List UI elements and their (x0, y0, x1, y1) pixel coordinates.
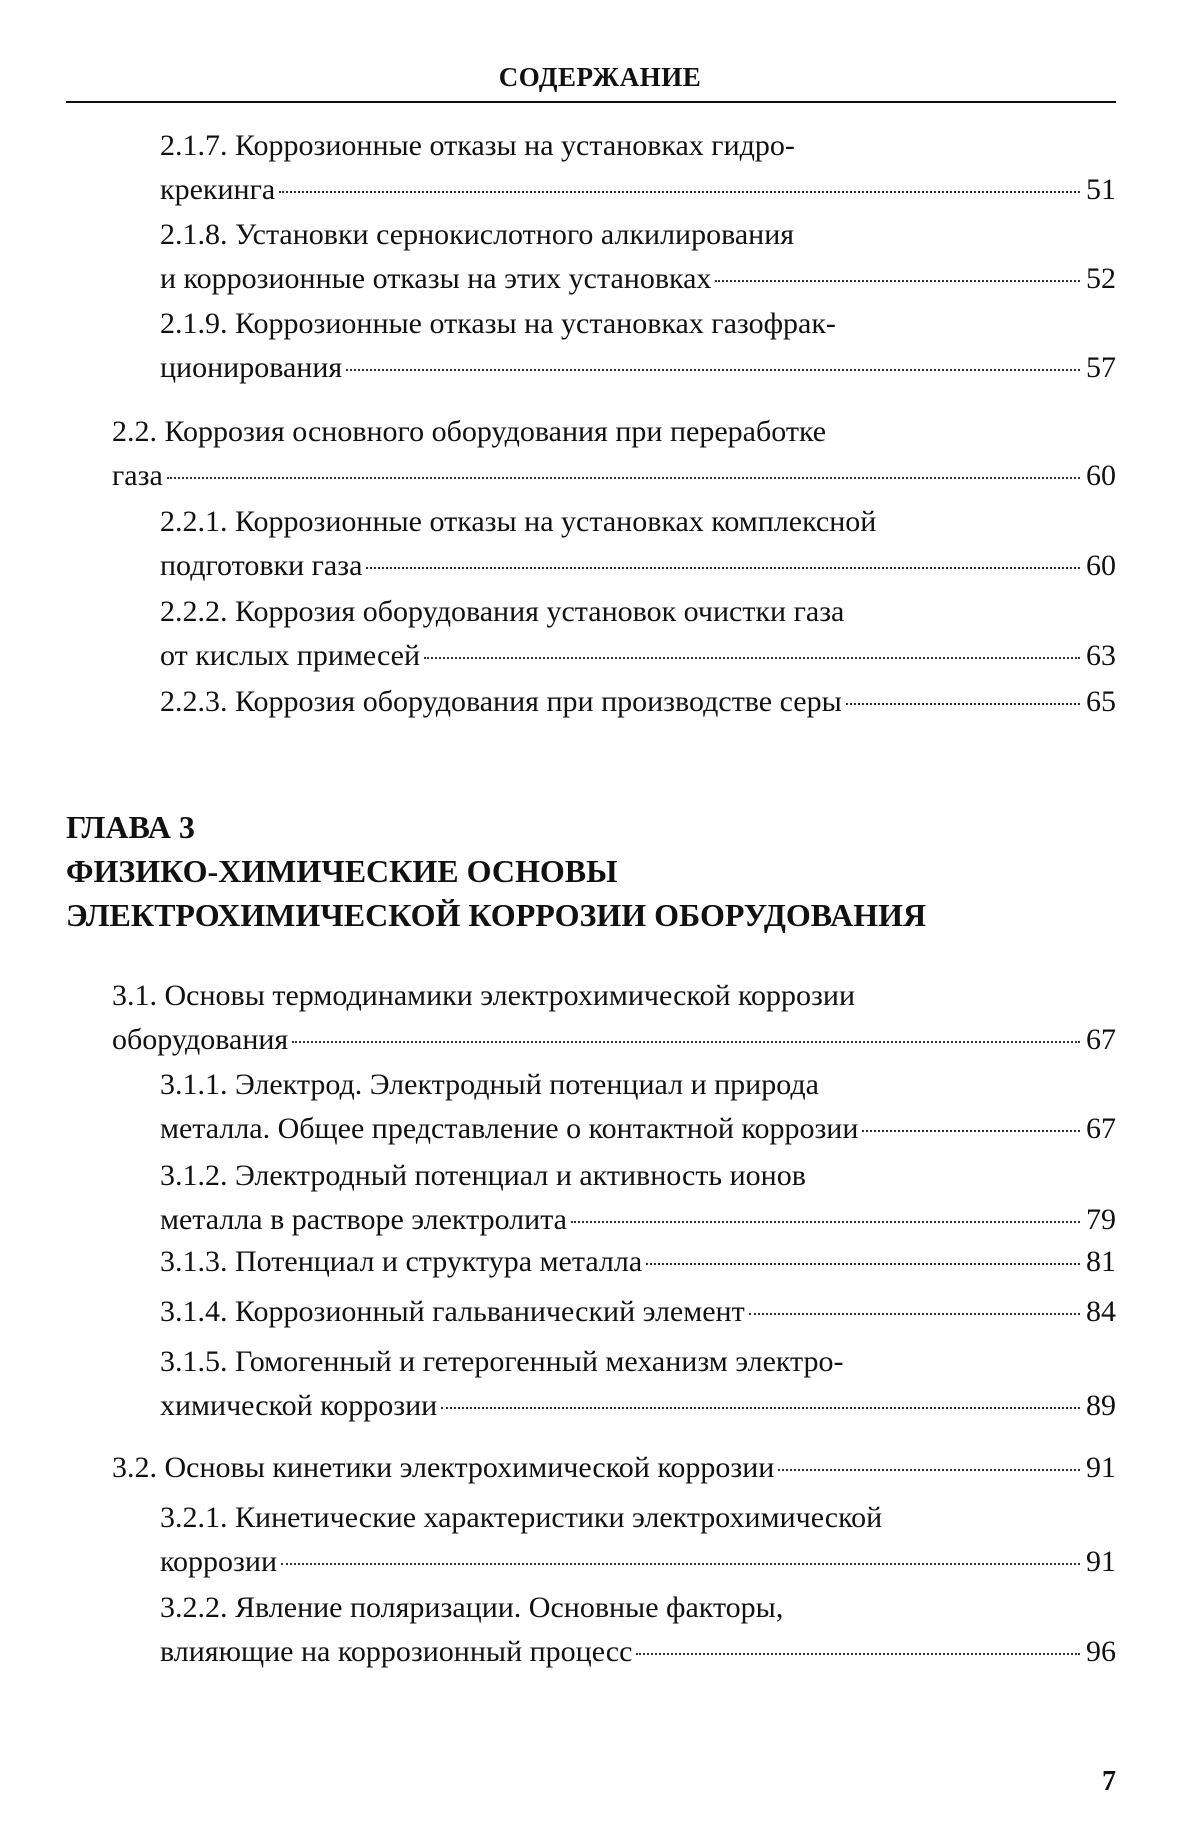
toc-entry-text: газа (112, 459, 163, 492)
toc-entry-text: 2.2.3. Коррозия оборудования при производстве серы (160, 685, 842, 718)
dot-leader (279, 190, 1080, 193)
toc-page-number: 63 (1086, 639, 1116, 672)
toc-entry-text: 3.2. Основы кинетики электрохимической коррозии (112, 1451, 775, 1484)
dot-leader (346, 368, 1080, 371)
toc-page-number: 89 (1086, 1389, 1116, 1422)
dot-leader (571, 1220, 1080, 1223)
header-rule (66, 101, 1116, 103)
toc-entry-3-2-2[interactable] (160, 1586, 1116, 1674)
toc-entry-text: 3.2.2. Явление поляризации. Основные факторы, (160, 1591, 784, 1624)
page-number: 7 (1102, 1766, 1116, 1797)
toc-entry-2-2-2[interactable] (160, 590, 1116, 678)
toc-entry-text: крекинга (160, 173, 276, 206)
running-header-title: СОДЕРЖАНИЕ (498, 62, 702, 92)
dot-leader (846, 702, 1080, 705)
dot-leader (424, 656, 1080, 659)
toc-entry-text: металла. Общее представление о контактной коррозии (160, 1112, 859, 1145)
toc-entry-text: 3.1.5. Гомогенный и гетерогенный механизм электро- (160, 1345, 844, 1378)
dot-leader (749, 1312, 1080, 1315)
toc-entry-text: 3.1.3. Потенциал и структура металла (160, 1245, 643, 1278)
toc-entry-3-2[interactable] (112, 1446, 1116, 1490)
toc-page-number: 84 (1086, 1295, 1116, 1328)
dot-leader (636, 1652, 1080, 1655)
toc-entry-text: химической коррозии (160, 1389, 438, 1422)
toc-entry-text: 3.1.1. Электрод. Электродный потенциал и природа (160, 1068, 819, 1101)
toc-entry-text: подготовки газа (160, 549, 363, 582)
toc-page-number: 67 (1086, 1112, 1116, 1145)
toc-entry-2-1-7[interactable] (160, 124, 1116, 212)
toc-entry-3-1-2[interactable] (160, 1154, 1116, 1242)
toc-entry-2-2-1[interactable] (160, 500, 1116, 588)
toc-entry-text: оборудования (112, 1023, 289, 1056)
toc-entry-2-2-3[interactable] (160, 680, 1116, 724)
toc-page-number: 65 (1086, 685, 1116, 718)
toc-entry-text: коррозии (160, 1545, 278, 1578)
toc-entry-text: 2.1.7. Коррозионные отказы на установках гидро- (160, 129, 795, 162)
toc-page-number: 60 (1086, 459, 1116, 492)
toc-page-number: 79 (1086, 1203, 1116, 1236)
dot-leader (292, 1040, 1080, 1043)
chapter-label: ГЛАВА 3 (66, 809, 195, 845)
toc-entry-text: 3.1.4. Коррозионный гальванический элемент (160, 1295, 745, 1328)
toc-page-number: 60 (1086, 549, 1116, 582)
toc-page-number: 81 (1086, 1245, 1116, 1278)
dot-leader (366, 566, 1080, 569)
toc-page-number: 96 (1086, 1635, 1116, 1668)
toc-entry-2-2[interactable] (112, 410, 1116, 498)
toc-entry-text: 2.2.1. Коррозионные отказы на установках комплексной (160, 505, 877, 538)
dot-leader (646, 1262, 1080, 1265)
dot-leader (715, 279, 1080, 282)
toc-entry-3-2-1[interactable] (160, 1496, 1116, 1584)
dot-leader (281, 1562, 1080, 1565)
toc-entry-3-1-3[interactable] (160, 1240, 1116, 1284)
toc-entry-text: 2.1.8. Установки сернокислотного алкилирования (160, 218, 795, 251)
chapter-title-line-1: ФИЗИКО-ХИМИЧЕСКИЕ ОСНОВЫ (66, 853, 618, 889)
toc-entry-text: металла в растворе электролита (160, 1203, 567, 1236)
toc-entry-text: от кислых примесей (160, 639, 420, 672)
toc-entry-3-1-4[interactable] (160, 1290, 1116, 1334)
toc-page-number: 67 (1086, 1023, 1116, 1056)
toc-entry-text: 2.2.2. Коррозия оборудования установок очистки газа (160, 595, 845, 628)
dot-leader (778, 1468, 1080, 1471)
toc-page-number: 57 (1086, 351, 1116, 384)
toc-entry-text: 2.1.9. Коррозионные отказы на установках газофрак- (160, 307, 836, 340)
dot-leader (167, 476, 1080, 479)
chapter-title-line-2: ЭЛЕКТРОХИМИЧЕСКОЙ КОРРОЗИИ ОБОРУДОВАНИЯ (66, 897, 927, 933)
toc-entry-2-1-9[interactable] (160, 302, 1116, 390)
toc-entry-text: 3.2.1. Кинетические характеристики электрохимической (160, 1501, 883, 1534)
toc-page-number: 91 (1086, 1545, 1116, 1578)
toc-entry-2-1-8[interactable] (160, 213, 1116, 301)
toc-entry-3-1-5[interactable] (160, 1340, 1116, 1428)
toc-entry-text: 2.2. Коррозия основного оборудования при переработке (112, 415, 827, 448)
toc-entry-text: влияющие на коррозионный процесс (160, 1635, 633, 1668)
toc-entry-text: 3.1. Основы термодинамики электрохимической коррозии (112, 979, 856, 1012)
toc-entry-3-1-1[interactable] (160, 1063, 1116, 1151)
toc-page-number: 52 (1086, 262, 1116, 295)
toc-page-number: 51 (1086, 173, 1116, 206)
toc-entry-text: 3.1.2. Электродный потенциал и активность ионов (160, 1159, 806, 1192)
toc-entry-3-1[interactable] (112, 974, 1116, 1062)
toc-entry-text: и коррозионные отказы на этих установках (160, 262, 712, 295)
dot-leader (441, 1406, 1080, 1409)
toc-entry-text: ционирования (160, 351, 343, 384)
dot-leader (862, 1129, 1080, 1132)
toc-page-number: 91 (1086, 1451, 1116, 1484)
